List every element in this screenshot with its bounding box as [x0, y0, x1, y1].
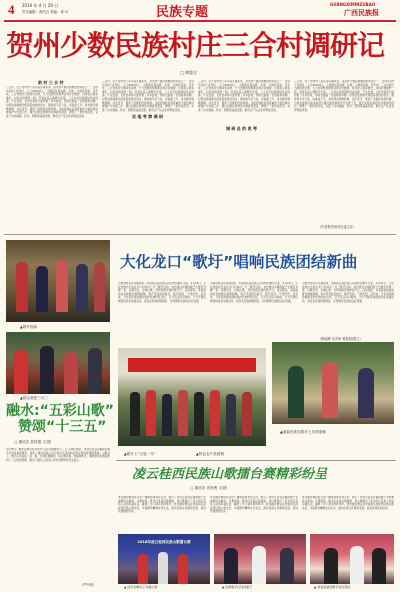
- photo-caption: ▲特色农产品展销: [196, 452, 224, 456]
- figure: [36, 266, 48, 312]
- photo-caption: ▲盛装民族在歌圩上尽情欢畅: [280, 430, 326, 434]
- figure: [350, 546, 364, 584]
- performer: [146, 390, 156, 436]
- issue-date: 2016 年 4 月 29 日: [22, 3, 59, 8]
- lead-subhead: 实 地 考 察 调 研: [132, 114, 163, 119]
- figure: [16, 262, 28, 312]
- photo-caption: ▲ 民族歌手们同台献艺: [222, 585, 253, 589]
- article3-headline-1: 融水:“五彩山歌”: [6, 403, 115, 419]
- article2-col-1: 为更好地宣传民族政策，传承和弘扬壮族人民的传统歌圩文化，4月23日，大化瑶族自治县在龙口村举办三月三歌圩活动。来自周边乡镇的数千名群众齐聚一堂，以歌会友，对唱山歌，共同欢度民族传统节日。活动现场，身着盛装的各族群众载歌载舞，欢声笑语此起彼伏，歌声悠扬，气氛热烈。近年来，大化县积极挖掘和保护民族传统文化，以节庆活动为载体，大力开展民族团结进步创建活动，营造各民族和睦相处、共同繁荣发展的良好氛围。: [118, 282, 206, 303]
- photo-caption: ▲歌圩上“又是一年”: [124, 452, 156, 456]
- photo-dahua-right: [272, 342, 394, 424]
- lead-subhead: 调 研 总 的 思 考: [226, 126, 257, 131]
- article2-credit: （覃灿辉 吴芳荣 黄春阳/图文）: [318, 337, 363, 341]
- performer: [138, 554, 148, 584]
- lead-col-3: 三合村，位于贺州市八步区南乡镇东部，是贺州少数民族聚居的村落之一，全村共有8个自然村，人口3000余人，主要居住着瑶族、壮族、汉族等民族。近年来，三合村依托当地特色资源，大力发展特色种养业和乡村旅游，村民收入稳步增长，村容村貌焕然一新。笔者在深入调研中发现，三合村在民族团结进步创建、产业发展、文化传承等方面积累了许多经验，同时也面临一些困难和问题。村里的瑶族群众保留着独特的语言、服饰和节庆习俗，每逢盘王节，各村群众载歌载舞，共庆佳节，展现了浓郁的民族风情。当地党委政府高度重视少数民族村寨保护与发展工作，通过实施民族特色村寨建设项目，修缮了一批传统民居，完善了村内道路、饮水、照明等基础设施，群众生产生活条件明显改善。: [198, 80, 290, 112]
- header-rule: [4, 20, 396, 22]
- performer: [158, 552, 168, 584]
- photo-caption: ▲群众欢度三月三: [20, 396, 48, 400]
- lead-source: （作者系贺州市民委主任）: [318, 225, 357, 229]
- lead-byline: □ 黄俊全: [180, 70, 198, 75]
- lead-col-2: 三合村，位于贺州市八步区南乡镇东部，是贺州少数民族聚居的村落之一，全村共有8个自然村，人口3000余人，主要居住着瑶族、壮族、汉族等民族。近年来，三合村依托当地特色资源，大力发展特色种养业和乡村旅游，村民收入稳步增长，村容村貌焕然一新。笔者在深入调研中发现，三合村在民族团结进步创建、产业发展、文化传承等方面积累了许多经验，同时也面临一些困难和问题。村里的瑶族群众保留着独特的语言、服饰和节庆习俗，每逢盘王节，各村群众载歌载舞，共庆佳节，展现了浓郁的民族风情。当地党委政府高度重视少数民族村寨保护与发展工作，通过实施民族特色村寨建设项目，修缮了一批传统民居，完善了村内道路、饮水、照明等基础设施，群众生产生活条件明显改善。: [102, 80, 194, 112]
- stage-banner: [128, 358, 256, 372]
- article2-col-3: 为更好地宣传民族政策，传承和弘扬壮族人民的传统歌圩文化，4月23日，大化瑶族自治县在龙口村举办三月三歌圩活动。来自周边乡镇的数千名群众齐聚一堂，以歌会友，对唱山歌，共同欢度民族传统节日。活动现场，身着盛装的各族群众载歌载舞，欢声笑语此起彼伏，歌声悠扬，气氛热烈。近年来，大化县积极挖掘和保护民族传统文化，以节庆活动为载体，大力开展民族团结进步创建活动，营造各民族和睦相处、共同繁荣发展的良好氛围。: [302, 282, 394, 303]
- photo-crowd: [6, 332, 110, 394]
- divider: [4, 234, 396, 235]
- page-number: 4: [8, 2, 15, 17]
- performer: [242, 392, 252, 436]
- photo-caption: ▲ 选手在舞台上对唱山歌: [124, 585, 158, 589]
- performer: [210, 390, 220, 436]
- photo-caption: ▲歌圩现场: [20, 325, 38, 329]
- figure: [372, 548, 386, 584]
- figure: [280, 548, 294, 584]
- paper-name: 广西民族报: [344, 9, 379, 17]
- photo-lingyun-singers: [214, 534, 306, 584]
- article3-body: 4月28日，融水苗族自治县举办“五彩山歌赞颂十三五”主题山歌会，来自全县各乡镇的山歌手们用优美的歌声，唱出了融水各族人民对美好生活的向往和对党的政策的赞美。山歌会上，歌手们身着苗、瑶、侗、壮等民族服饰，以山歌对唱、独唱等形式，唱响党的民族政策和十三五规划纲要，唱出了融水人民同心共筑中国梦的坚定信念。: [6, 448, 110, 462]
- figure: [88, 348, 102, 394]
- photo-caption: ▲ 身着盛装的歌手同台竞技: [314, 585, 351, 589]
- performer: [130, 392, 140, 436]
- figure: [324, 548, 338, 584]
- photo-lingyun-stage: [118, 534, 210, 584]
- section-title: 民族专题: [156, 5, 209, 20]
- performer: [178, 390, 188, 436]
- divider: [116, 460, 396, 461]
- figure: [94, 262, 105, 312]
- performer: [178, 554, 188, 584]
- figure: [64, 352, 78, 394]
- article4-byline: □ 通讯员 冉发俊 文/图: [190, 486, 227, 490]
- figure: [322, 362, 338, 418]
- stage-banner: 2016年凌云桂西民族山歌擂台赛: [137, 540, 191, 544]
- performer: [162, 394, 172, 436]
- lead-col-4: 三合村，位于贺州市八步区南乡镇东部，是贺州少数民族聚居的村落之一，全村共有8个自然村，人口3000余人，主要居住着瑶族、壮族、汉族等民族。近年来，三合村依托当地特色资源，大力发展特色种养业和乡村旅游，村民收入稳步增长，村容村貌焕然一新。笔者在深入调研中发现，三合村在民族团结进步创建、产业发展、文化传承等方面积累了许多经验，同时也面临一些困难和问题。村里的瑶族群众保留着独特的语言、服饰和节庆习俗，每逢盘王节，各村群众载歌载舞，共庆佳节，展现了浓郁的民族风情。当地党委政府高度重视少数民族村寨保护与发展工作，通过实施民族特色村寨建设项目，修缮了一批传统民居，完善了村内道路、饮水、照明等基础设施，群众生产生活条件明显改善。: [294, 80, 394, 112]
- lead-subhead: 前 村 三 合 村: [38, 80, 64, 85]
- article2-headline: 大化龙口“歌圩”唱响民族团结新曲: [120, 253, 358, 271]
- figure: [252, 546, 266, 584]
- figure: [224, 548, 238, 584]
- photo-singers: [6, 240, 110, 322]
- figure: [76, 264, 88, 312]
- figure: [56, 260, 68, 312]
- performer: [194, 392, 204, 436]
- lead-col-1: 三合村，位于贺州市八步区南乡镇东部，是贺州少数民族聚居的村落之一，全村共有8个自然村，人口3000余人，主要居住着瑶族、壮族、汉族等民族。近年来，三合村依托当地特色资源，大力发展特色种养业和乡村旅游，村民收入稳步增长，村容村貌焕然一新。笔者在深入调研中发现，三合村在民族团结进步创建、产业发展、文化传承等方面积累了许多经验，同时也面临一些困难和问题。村里的瑶族群众保留着独特的语言、服饰和节庆习俗，每逢盘王节，各村群众载歌载舞，共庆佳节，展现了浓郁的民族风情。当地党委政府高度重视少数民族村寨保护与发展工作，通过实施民族特色村寨建设项目，修缮了一批传统民居，完善了村内道路、饮水、照明等基础设施，群众生产生活条件明显改善。: [6, 86, 98, 118]
- article2-col-2: 为更好地宣传民族政策，传承和弘扬壮族人民的传统歌圩文化，4月23日，大化瑶族自治县在龙口村举办三月三歌圩活动。来自周边乡镇的数千名群众齐聚一堂，以歌会友，对唱山歌，共同欢度民族传统节日。活动现场，身着盛装的各族群众载歌载舞，欢声笑语此起彼伏，歌声悠扬，气氛热烈。近年来，大化县积极挖掘和保护民族传统文化，以节庆活动为载体，大力开展民族团结进步创建活动，营造各民族和睦相处、共同繁荣发展的良好氛围。: [210, 282, 298, 303]
- article3-byline: □ 通讯员 曾祥德 文/图: [14, 440, 51, 444]
- lead-headline: 贺州少数民族村庄三合村调研记: [6, 29, 385, 62]
- figure: [40, 346, 54, 394]
- article3-credit: （严中明）: [80, 583, 96, 587]
- article3-headline-2: 赞颂“十三五”: [18, 419, 107, 435]
- article4-headline: 凌云桂西民族山歌擂台赛精彩纷呈: [132, 467, 328, 482]
- article4-col-2: 本次擂台赛由县文化广播电视体育局主办，吸引了来自全县各乡镇的数十支参赛队伍参加。比赛现场，歌手们身着民族服装，用山歌唱出了家乡的巨变和人民的幸福生活，赢得了台下观众阵阵掌声。此次擂台赛旨在传承和弘扬桂西民族山歌文化，丰富群众精神文化生活，推动民族文化繁荣发展，促进民族团结进步。: [210, 496, 298, 514]
- figure: [14, 350, 28, 394]
- article4-col-1: 本次擂台赛由县文化广播电视体育局主办，吸引了来自全县各乡镇的数十支参赛队伍参加。比赛现场，歌手们身着民族服装，用山歌唱出了家乡的巨变和人民的幸福生活，赢得了台下观众阵阵掌声。此次擂台赛旨在传承和弘扬桂西民族山歌文化，丰富群众精神文化生活，推动民族文化繁荣发展，促进民族团结进步。: [118, 496, 206, 514]
- paper-pinyin: GUANGXIMINZUBAO: [330, 2, 376, 7]
- figure: [288, 366, 304, 418]
- issue-editors: 责任编辑：黄浩台 美编：黄 可: [22, 10, 69, 14]
- performer: [226, 394, 236, 436]
- photo-lingyun-costume: [310, 534, 394, 584]
- article4-col-3: 本次擂台赛由县文化广播电视体育局主办，吸引了来自全县各乡镇的数十支参赛队伍参加。比赛现场，歌手们身着民族服装，用山歌唱出了家乡的巨变和人民的幸福生活，赢得了台下观众阵阵掌声。此次擂台赛旨在传承和弘扬桂西民族山歌文化，丰富群众精神文化生活，推动民族文化繁荣发展，促进民族团结进步。: [302, 496, 394, 510]
- photo-dahua-main: [118, 348, 266, 446]
- figure: [358, 368, 374, 418]
